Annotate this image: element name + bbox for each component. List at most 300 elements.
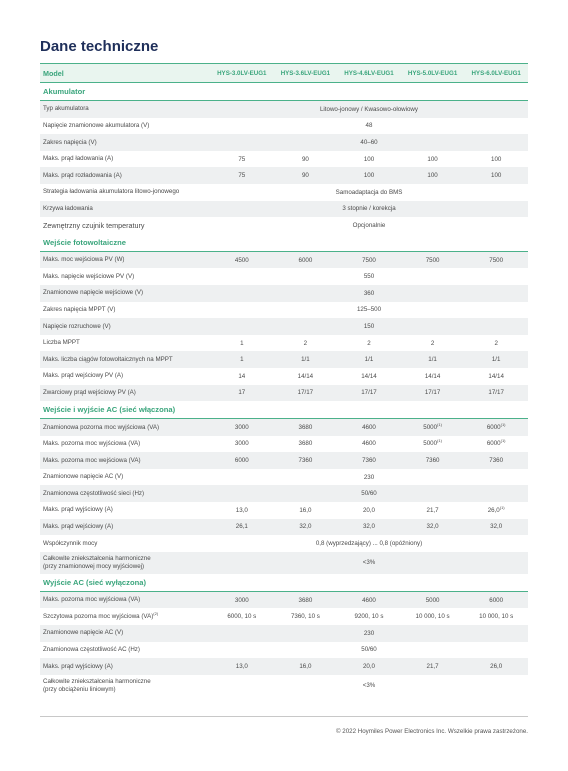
- spec-row: [40, 252, 528, 269]
- spec-value-shared: 125–500: [356, 306, 382, 314]
- spec-label-text: Znamionowe napięcie AC (V): [43, 629, 124, 637]
- model-name-cell: HYS-4.6LV-EUG1: [344, 69, 394, 77]
- spec-label: [40, 372, 210, 380]
- spec-row: [40, 151, 528, 168]
- spec-value-shared: 3 stopnie / korekcja: [342, 205, 396, 213]
- spec-row: [40, 302, 528, 319]
- spec-label-text: Zwarciowy prąd wejściowy PV (A): [43, 388, 136, 396]
- spec-value-text: 100: [363, 155, 375, 163]
- spec-label: [40, 139, 210, 147]
- spec-value-text: 4600: [362, 440, 376, 448]
- section-header: [40, 234, 528, 252]
- spec-value: [210, 613, 274, 620]
- spec-label-text: Napięcie znamionowe akumulatora (V): [43, 122, 150, 130]
- spec-value-text: 10 000, 10 s: [415, 613, 450, 621]
- spec-label-text: Współczynnik mocy: [43, 539, 98, 547]
- spec-value: [401, 373, 465, 380]
- spec-value: [401, 523, 465, 530]
- spec-value-text: 17/17: [297, 389, 314, 397]
- spec-label: [40, 646, 210, 654]
- spec-value: [210, 507, 274, 514]
- spec-value: [464, 663, 528, 670]
- spec-value-text: 2: [494, 339, 498, 347]
- spec-value-text: 13,0: [235, 506, 248, 514]
- spec-label: [40, 205, 210, 213]
- spec-value-text: 14/14: [488, 372, 504, 380]
- model-cells: [210, 70, 528, 77]
- spec-value: [337, 507, 401, 514]
- spec-values: [210, 440, 528, 447]
- spec-value-text: 7360: [489, 457, 504, 465]
- spec-value-text: 26,1: [235, 523, 248, 531]
- spec-value-text: 6000: [486, 423, 501, 431]
- spec-value: [464, 597, 528, 604]
- spec-value: [210, 257, 274, 264]
- model-name-cell: HYS-5.0LV-EUG1: [407, 69, 458, 77]
- spec-value: [401, 457, 465, 464]
- spec-table: [40, 63, 528, 697]
- spec-values: [210, 597, 528, 604]
- spec-value-shared: 230: [363, 473, 375, 481]
- spec-value-shared: 40–60: [360, 138, 378, 146]
- spec-value-text: 6000: [486, 440, 501, 448]
- spec-value: [401, 340, 465, 347]
- spec-value: [274, 424, 338, 431]
- spec-value-text: 1: [240, 356, 244, 364]
- spec-label: [40, 339, 210, 347]
- spec-value: [401, 257, 465, 264]
- spec-row: [40, 385, 528, 402]
- spec-value: [401, 156, 465, 163]
- spec-value-text: 3000: [234, 423, 249, 431]
- spec-value-text: 1/1: [364, 356, 374, 364]
- spec-label: [40, 555, 210, 571]
- spec-row: [40, 485, 528, 502]
- spec-value: [210, 389, 274, 396]
- spec-label: [40, 596, 210, 604]
- spec-label-text: Znamionowa pozorna moc wyjściowa (VA): [43, 423, 160, 431]
- spec-value-text: 17: [238, 389, 246, 397]
- model-name-cell: HYS-6.0LV-EUG1: [471, 69, 521, 77]
- spec-value-shared: 360: [363, 289, 375, 297]
- spec-value: [401, 663, 465, 670]
- spec-label-text: Maks. pozorna moc wyjściowa (VA): [43, 440, 141, 448]
- spec-value-text: 7360: [425, 457, 440, 465]
- spec-values: [210, 663, 528, 670]
- spec-value: [274, 373, 338, 380]
- spec-value: [337, 613, 401, 620]
- spec-value-text: 14/14: [297, 372, 314, 380]
- spec-label-text: Szczytowa pozorna moc wyjściowa (VA): [43, 612, 154, 620]
- spec-values: [210, 504, 528, 514]
- spec-row: [40, 535, 528, 552]
- spec-value-text: 4500: [234, 256, 249, 264]
- spec-value-text: 16,0: [299, 663, 312, 671]
- spec-label: [40, 457, 210, 465]
- spec-label-text: Zewnętrzny czujnik temperatury: [43, 220, 145, 230]
- spec-label: [40, 540, 210, 548]
- section-header: [40, 83, 528, 101]
- spec-values: [210, 373, 528, 380]
- spec-label: [40, 523, 210, 531]
- spec-label-text: Całkowite zniekształcenia harmoniczne (przy znamionowej mocy wyjściowej): [43, 555, 151, 570]
- spec-label-text: Liczba MPPT: [43, 339, 80, 347]
- spec-value: [464, 257, 528, 264]
- spec-value: [337, 340, 401, 347]
- spec-values: [210, 613, 528, 620]
- spec-label: [40, 610, 210, 621]
- spec-row: [40, 419, 528, 436]
- section-title: Wejście fotowoltaiczne: [43, 237, 126, 247]
- spec-label: [40, 188, 210, 196]
- spec-value: [401, 421, 465, 431]
- spec-value: [274, 356, 338, 363]
- spec-value: [274, 457, 338, 464]
- spec-value-text: 6000, 10 s: [227, 613, 257, 621]
- spec-value-text: 7500: [425, 256, 440, 264]
- spec-value-text: 100: [491, 172, 502, 180]
- spec-value: [210, 172, 274, 179]
- spec-value: [464, 440, 528, 447]
- spec-value-text: 1/1: [301, 356, 310, 364]
- spec-values: [210, 523, 528, 530]
- spec-label-text: Maks. napięcie wejściowe PV (V): [43, 272, 135, 280]
- spec-value-text: 7500: [362, 256, 376, 264]
- footnote-mark: (2): [153, 610, 159, 616]
- footnote-mark: (1): [437, 438, 442, 444]
- spec-values: [210, 457, 528, 464]
- spec-value-text: 100: [363, 172, 375, 180]
- spec-row: [40, 675, 528, 697]
- spec-label: [40, 289, 210, 297]
- spec-label-text: Całkowite zniekształcenia harmoniczne (przy obciążeniu liniowym): [43, 678, 151, 693]
- spec-row: [40, 268, 528, 285]
- spec-value: [274, 663, 338, 670]
- spec-value: [210, 523, 274, 530]
- spec-row: [40, 625, 528, 642]
- spec-value: [401, 389, 465, 396]
- spec-label-text: Maks. pozorna moc wejściowa (VA): [43, 456, 141, 464]
- spec-value: [464, 523, 528, 530]
- spec-value-text: 26,0: [490, 663, 503, 671]
- spec-label: [40, 105, 210, 113]
- spec-row: [40, 642, 528, 659]
- spec-value: [464, 373, 528, 380]
- spec-value-text: 90: [301, 155, 309, 163]
- spec-value-text: 17/17: [424, 389, 441, 397]
- spec-value-shared: 50/60: [361, 490, 377, 498]
- spec-value-text: 13,0: [235, 663, 248, 671]
- spec-value-text: 1: [240, 339, 244, 347]
- spec-value-text: 17/17: [361, 389, 377, 397]
- spec-row: [40, 318, 528, 335]
- spec-label-text: Znamionowe napięcie wejściowe (V): [43, 289, 144, 297]
- spec-value: [274, 340, 338, 347]
- spec-row: [40, 167, 528, 184]
- spec-value: [337, 440, 401, 447]
- spec-label-text: Strategia ładowania akumulatora litowo-jonowego: [43, 188, 180, 196]
- spec-value: [401, 356, 465, 363]
- spec-value: [464, 504, 528, 514]
- spec-value-text: 14/14: [361, 372, 377, 380]
- spec-value: [464, 172, 528, 179]
- spec-value-text: 26,0: [487, 506, 500, 514]
- spec-value-text: 5000: [423, 423, 438, 431]
- spec-value: [210, 597, 274, 604]
- spec-row: [40, 201, 528, 218]
- spec-value-text: 20,0: [362, 663, 375, 671]
- copyright-footer: © 2022 Hoymiles Power Electronics Inc. Wszelkie prawa zastrzeżone.: [336, 728, 528, 735]
- model-name-cell: HYS-3.6LV-EUG1: [280, 69, 331, 77]
- spec-values: [210, 356, 528, 363]
- spec-label: [40, 663, 210, 671]
- spec-value-text: 32,0: [490, 523, 503, 531]
- spec-value: [210, 373, 274, 380]
- spec-label: [40, 172, 210, 180]
- spec-label: [40, 356, 210, 364]
- spec-row: [40, 519, 528, 536]
- spec-values: [210, 172, 528, 179]
- spec-values: [210, 389, 528, 396]
- spec-value: [274, 507, 338, 514]
- spec-value-text: 6000: [234, 457, 249, 465]
- spec-label-text: Maks. moc wejściowa PV (W): [43, 256, 125, 264]
- spec-value-text: 2: [303, 339, 308, 347]
- spec-row: [40, 469, 528, 486]
- spec-value-text: 90: [301, 172, 309, 180]
- spec-value: [274, 156, 338, 163]
- spec-value: [464, 389, 528, 396]
- spec-value: [401, 597, 465, 604]
- spec-value: [337, 172, 401, 179]
- spec-value-shared: Opcjonalnie: [352, 221, 386, 229]
- spec-label: [40, 273, 210, 281]
- spec-row: [40, 351, 528, 368]
- model-label: Model: [43, 68, 64, 78]
- spec-label: [40, 221, 210, 230]
- spec-value: [210, 424, 274, 431]
- spec-label-text: Zakres napięcia (V): [43, 138, 97, 146]
- spec-label-text: Maks. pozorna moc wyjściowa (VA): [43, 596, 141, 604]
- spec-value-text: 100: [491, 155, 502, 163]
- spec-row: [40, 134, 528, 151]
- spec-value: [337, 373, 401, 380]
- spec-value-text: 7360: [362, 457, 376, 465]
- spec-values: [210, 340, 528, 347]
- section-header: [40, 574, 528, 592]
- footer-divider: [40, 716, 528, 717]
- spec-value: [210, 457, 274, 464]
- spec-label: [40, 323, 210, 331]
- spec-label: [40, 473, 210, 481]
- spec-value-shared: 48: [365, 122, 373, 130]
- spec-value: [401, 172, 465, 179]
- spec-value: [210, 356, 274, 363]
- spec-row: [40, 658, 528, 675]
- spec-value: [337, 523, 401, 530]
- spec-label: [40, 490, 210, 498]
- spec-value-text: 3000: [234, 596, 249, 604]
- spec-value-text: 9200, 10 s: [354, 613, 384, 621]
- model-header-row: [40, 63, 528, 83]
- spec-value-text: 100: [427, 155, 438, 163]
- spec-value-text: 14: [238, 372, 246, 380]
- spec-label-text: Znamionowa częstotliwość sieci (Hz): [43, 489, 145, 497]
- spec-value-shared: 150: [363, 322, 375, 330]
- spec-value-text: 6000: [298, 256, 313, 264]
- spec-value-text: 1/1: [428, 356, 437, 364]
- spec-value: [274, 389, 338, 396]
- footnote-mark: (1): [500, 438, 506, 444]
- spec-value: [274, 613, 338, 620]
- spec-value-text: 16,0: [299, 506, 312, 514]
- spec-label-text: Maks. prąd wejściowy PV (A): [43, 372, 124, 380]
- spec-value-shared: 230: [363, 629, 375, 637]
- spec-value-shared: 550: [363, 273, 375, 281]
- spec-row: [40, 436, 528, 453]
- spec-value: [401, 440, 465, 447]
- spec-label: [40, 424, 210, 432]
- section-header: [40, 401, 528, 419]
- spec-label-text: Znamionowe napięcie AC (V): [43, 473, 124, 481]
- footnote-mark: (1): [437, 421, 442, 427]
- spec-row: [40, 592, 528, 609]
- spec-label-text: Zakres napięcia MPPT (V): [43, 305, 116, 313]
- spec-value: [337, 156, 401, 163]
- spec-value: [210, 440, 274, 447]
- spec-value-shared: Litowo-jonowy / Kwasowo-ołowiowy: [319, 105, 418, 113]
- spec-value-shared: <3%: [362, 559, 376, 567]
- spec-label-text: Maks. prąd wyjściowy (A): [43, 506, 113, 514]
- section-title: Wyjście AC (sieć wyłączona): [43, 577, 146, 587]
- spec-row: [40, 101, 528, 118]
- spec-row: [40, 217, 528, 234]
- spec-value-text: 5000: [425, 596, 440, 604]
- spec-value: [274, 440, 338, 447]
- spec-value: [337, 597, 401, 604]
- footnote-mark: (1): [499, 504, 505, 510]
- spec-value: [210, 663, 274, 670]
- spec-value-text: 2: [367, 339, 371, 347]
- spec-value: [210, 156, 274, 163]
- spec-value: [337, 389, 401, 396]
- spec-row: [40, 552, 528, 574]
- spec-value-text: 20,0: [362, 506, 375, 514]
- spec-row: [40, 184, 528, 201]
- spec-value-text: 14/14: [424, 372, 441, 380]
- spec-label: [40, 389, 210, 397]
- spec-row: [40, 285, 528, 302]
- spec-values: [210, 156, 528, 163]
- spec-value-text: 7500: [489, 256, 504, 264]
- spec-value: [337, 424, 401, 431]
- spec-value: [464, 457, 528, 464]
- spec-value: [210, 340, 274, 347]
- spec-value: [274, 523, 338, 530]
- spec-value-text: 17/17: [488, 389, 504, 397]
- spec-value: [274, 597, 338, 604]
- spec-label-text: Maks. liczba ciągów fotowoltaicznych na MPPT: [43, 355, 173, 363]
- spec-value: [337, 356, 401, 363]
- spec-label: [40, 122, 210, 130]
- spec-value-shared: 0,8 (wyprzedzający) ... 0,8 (opóźniony): [315, 540, 423, 548]
- spec-label: [40, 629, 210, 637]
- spec-value-text: 7360: [298, 457, 313, 465]
- spec-label-text: Napięcie rozruchowe (V): [43, 322, 111, 330]
- model-name-cell: HYS-3.0LV-EUG1: [217, 69, 267, 77]
- section-title: Akumulator: [43, 87, 86, 96]
- section-title: Wejście i wyjście AC (sieć włączona): [43, 405, 176, 415]
- spec-label-text: Maks. prąd wejściowy (A): [43, 523, 114, 531]
- spec-value-text: 21,7: [426, 506, 439, 514]
- spec-row: [40, 335, 528, 352]
- spec-value-text: 3000: [234, 440, 249, 448]
- spec-value-text: 32,0: [299, 523, 312, 531]
- spec-row: [40, 452, 528, 469]
- spec-values: [210, 257, 528, 264]
- spec-label-text: Typ akumulatora: [43, 105, 89, 113]
- spec-label: [40, 440, 210, 448]
- spec-value-text: 100: [427, 172, 438, 180]
- spec-value-text: 21,7: [426, 663, 439, 671]
- spec-value: [401, 507, 465, 514]
- spec-value-text: 4600: [362, 596, 376, 604]
- spec-label: [40, 506, 210, 514]
- spec-value-text: 7360, 10 s: [290, 613, 320, 621]
- spec-value: [464, 340, 528, 347]
- spec-value-text: 10 000, 10 s: [479, 613, 514, 621]
- spec-value: [464, 613, 528, 620]
- footnote-mark: (1): [500, 421, 506, 427]
- spec-value: [337, 663, 401, 670]
- spec-value: [337, 257, 401, 264]
- spec-row: [40, 118, 528, 135]
- spec-label: [40, 256, 210, 264]
- spec-values: [210, 421, 528, 431]
- spec-label: [40, 678, 210, 694]
- spec-value-text: 6000: [489, 596, 504, 604]
- spec-value-text: 3680: [298, 440, 313, 448]
- spec-value: [337, 457, 401, 464]
- spec-value-shared: Samoadaptacja do BMS: [335, 188, 403, 196]
- spec-value-shared: <3%: [362, 682, 376, 690]
- spec-label-text: Maks. prąd wyjściowy (A): [43, 662, 113, 670]
- spec-label-text: Znamionowa częstotliwość AC (Hz): [43, 646, 140, 654]
- spec-label-text: Maks. prąd rozładowania (A): [43, 171, 122, 179]
- spec-value: [274, 172, 338, 179]
- spec-label-text: Krzywa ładowania: [43, 204, 93, 212]
- spec-label-text: Maks. prąd ładowania (A): [43, 155, 114, 163]
- spec-value-text: 3680: [298, 423, 313, 431]
- spec-label: [40, 306, 210, 314]
- spec-row: [40, 608, 528, 625]
- spec-value-text: 75: [238, 172, 246, 180]
- spec-value: [464, 421, 528, 431]
- spec-value: [464, 156, 528, 163]
- spec-value-text: 2: [430, 339, 435, 347]
- spec-value-text: 32,0: [426, 523, 439, 531]
- spec-value-text: 75: [238, 155, 246, 163]
- spec-value-text: 5000: [423, 440, 438, 448]
- page-title: Dane techniczne: [40, 38, 159, 55]
- spec-row: [40, 502, 528, 519]
- spec-value-text: 4600: [362, 423, 376, 431]
- spec-value-text: 32,0: [362, 523, 375, 531]
- spec-row: [40, 368, 528, 385]
- spec-value: [401, 613, 465, 620]
- spec-value: [464, 356, 528, 363]
- spec-value-shared: 50/60: [361, 646, 377, 654]
